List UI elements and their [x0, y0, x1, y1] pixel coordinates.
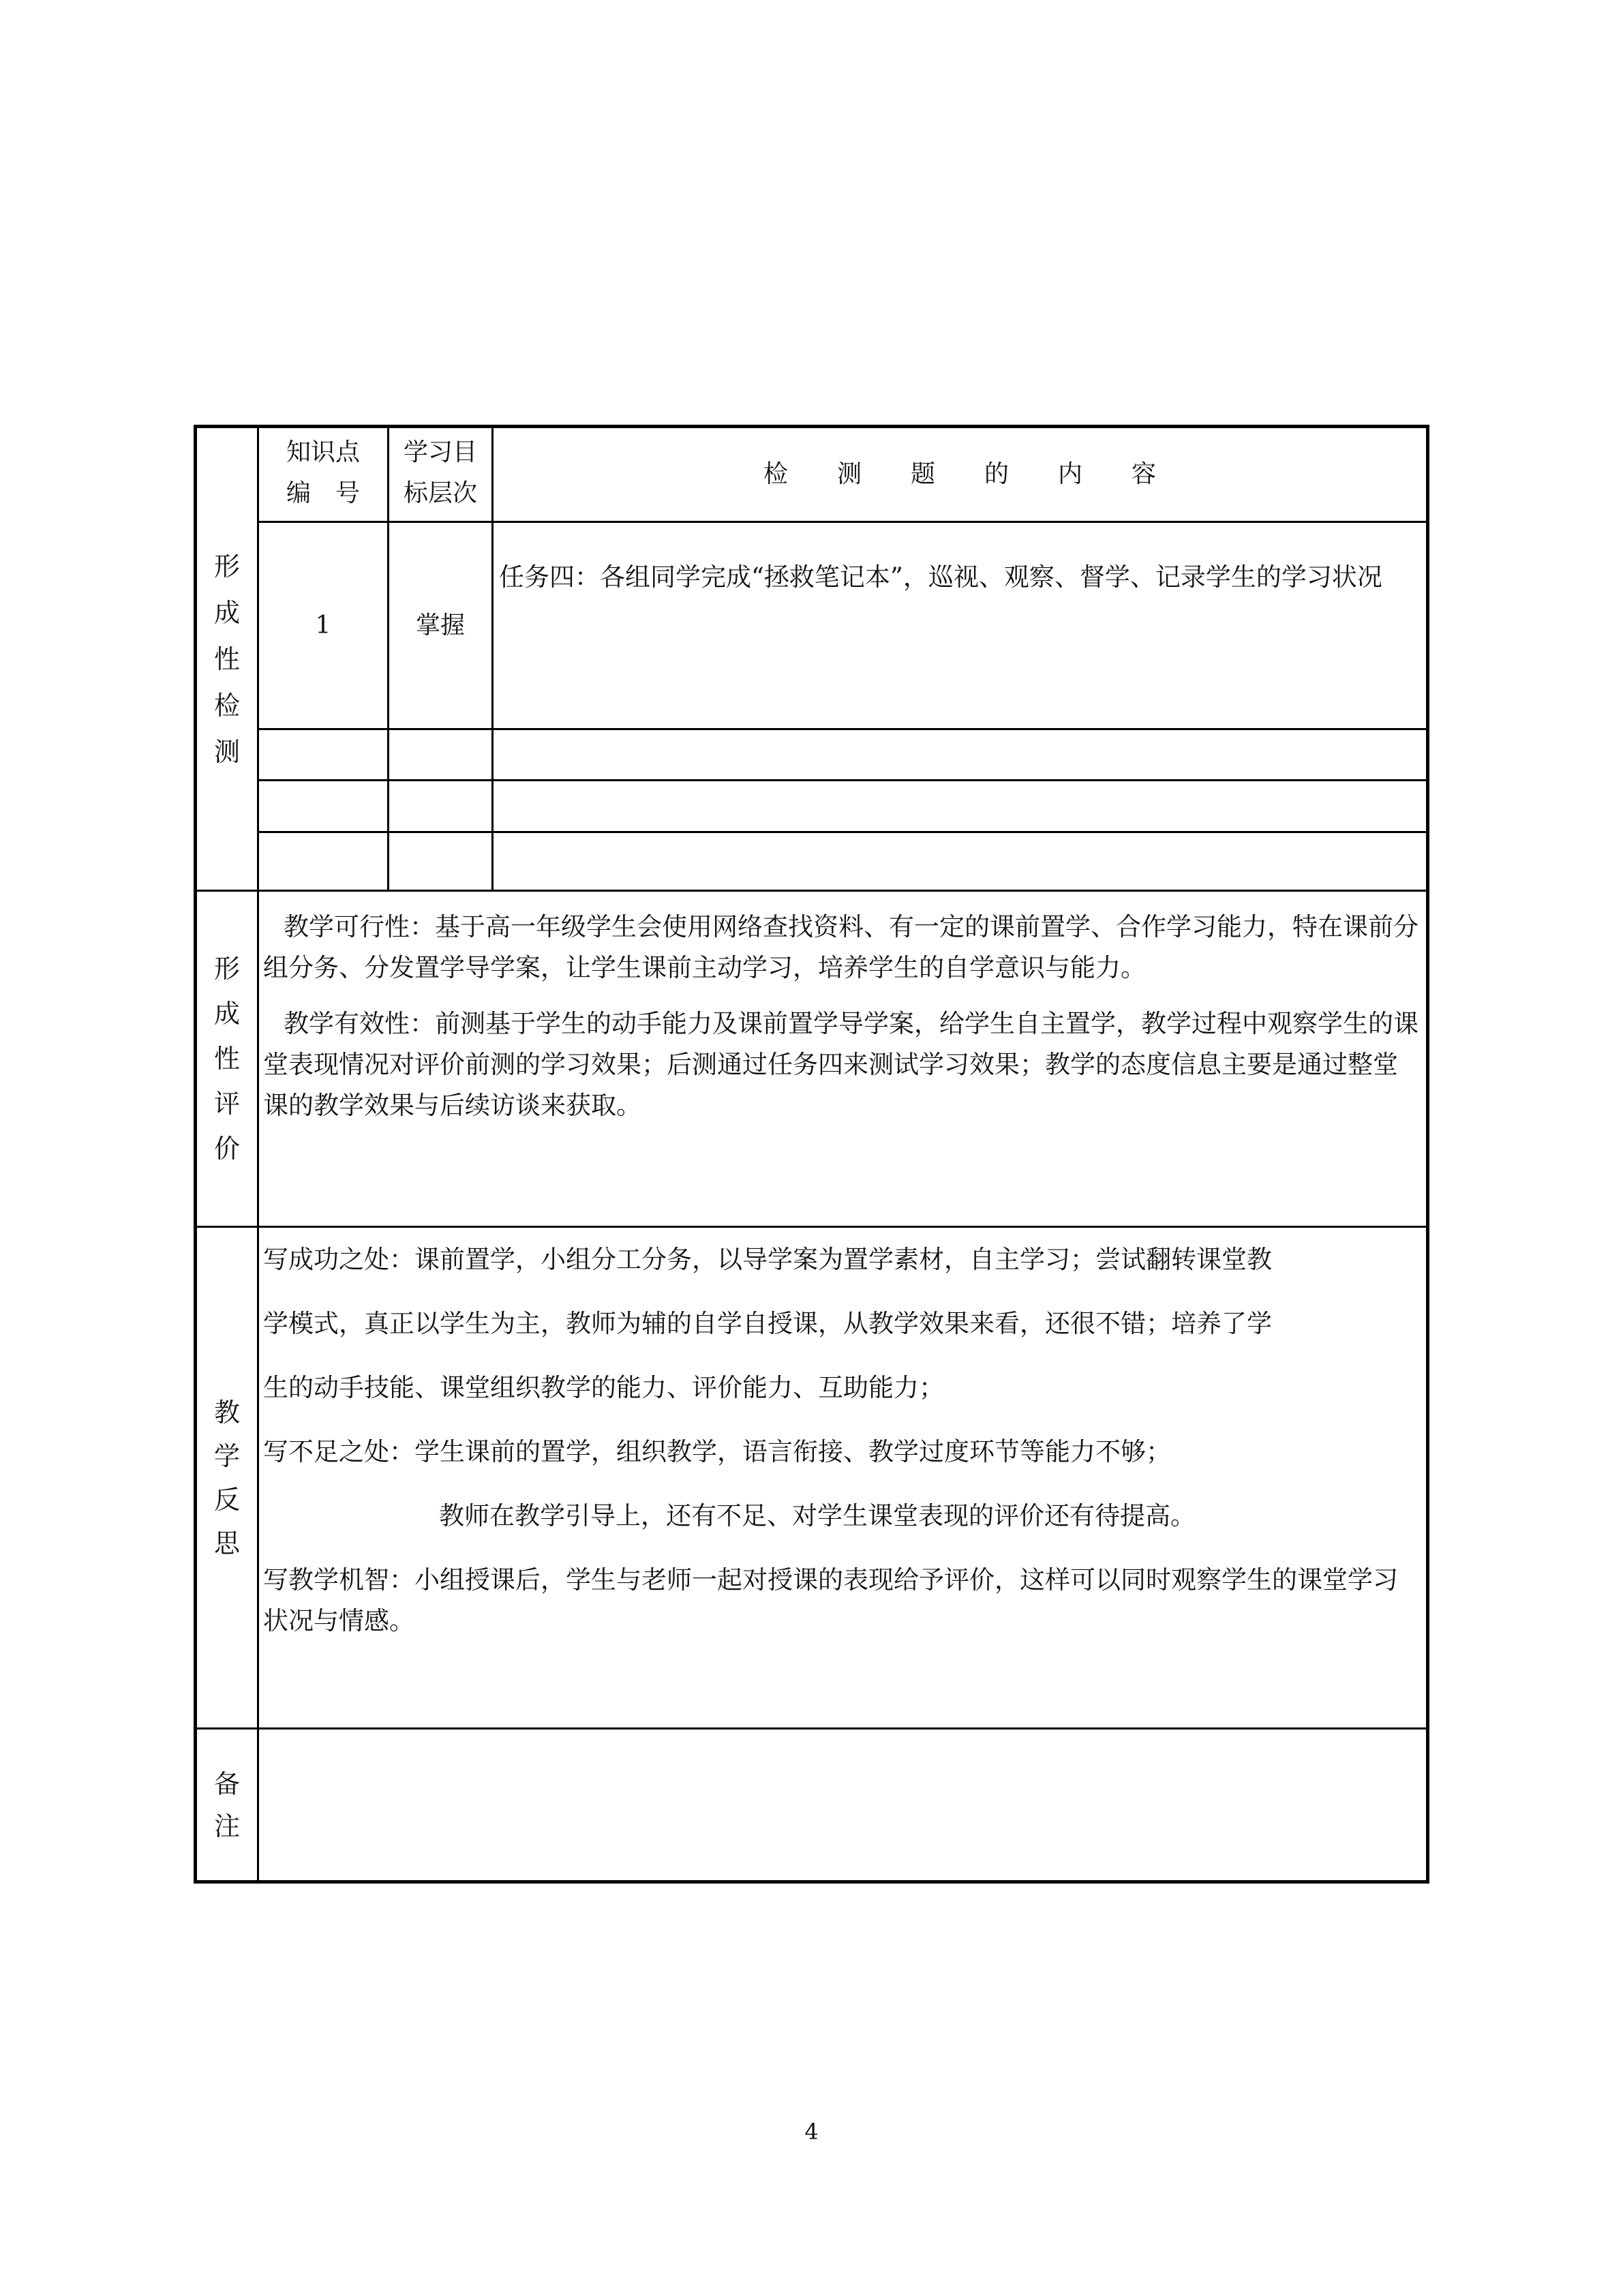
section-label-char: 形 [213, 551, 240, 581]
cell-value: 任务四：各组同学完成“拯救笔记本”，巡视、观察、督学、记录学生的学习状况 [499, 562, 1382, 592]
grid-line [257, 831, 1426, 833]
formative-evaluation-label [197, 892, 257, 1226]
cell-value: 1 [315, 611, 331, 639]
reflection-line: 写成功之处：课前置学，小组分工分务，以导学案为置学素材，自主学习；尝试翻转课堂教 [263, 1245, 1272, 1274]
grid-line [197, 1226, 1426, 1228]
section-label-char: 价 [213, 1134, 240, 1164]
lesson-plan-table [194, 425, 1429, 1884]
reflection-line: 写教学机智：小组授课后，学生与老师一起对授课的表现给予评价，这样可以同时观察学生的课堂学习状况与情感。 [263, 1565, 1398, 1635]
header-text: 标层次 [403, 479, 477, 507]
reflection-line: 生的动手技能、课堂组织教学的能力、评价能力、互助能力； [263, 1373, 944, 1402]
section-label-char: 形 [213, 954, 240, 984]
section-label-char: 成 [213, 597, 240, 628]
remarks-content [259, 1729, 1426, 1880]
reflection-line: 教师在教学引导上，还有不足、对学生课堂表现的评价还有待提高。 [439, 1501, 1196, 1530]
teaching-reflection-label [197, 1228, 257, 1727]
section-label-char: 注 [213, 1811, 240, 1841]
header-knowledge-point [259, 428, 387, 521]
row-level [389, 523, 491, 728]
grid-line [257, 779, 1426, 781]
remarks-label [197, 1729, 257, 1880]
formative-evaluation-content [259, 907, 1426, 1220]
header-objective-level [389, 428, 491, 521]
section-label-char: 反 [213, 1484, 240, 1515]
section-label-char: 思 [213, 1528, 240, 1558]
header-test-content [494, 428, 1426, 521]
cell-value: 掌握 [415, 611, 465, 639]
page-number: 4 [804, 2119, 819, 2145]
section-label-char: 成 [213, 999, 240, 1029]
reflection-line: 写不足之处：学生课前的置学，组织教学，语言衔接、教学过度环节等能力不够； [263, 1437, 1171, 1466]
evaluation-paragraph: 教学可行性：基于高一年级学生会使用网络查找资料、有一定的课前置学、合作学习能力，特在课前分组分务、分发置学导学案，让学生课前主动学习，培养学生的自学意识与能力。 [263, 912, 1419, 982]
reflection-line: 学模式，真正以学生为主，教师为辅的自学自授课，从教学效果来看，还很不错；培养了学 [263, 1309, 1272, 1338]
evaluation-paragraph: 教学有效性：前测基于学生的动手能力及课前置学导学案，给学生自主置学，教学过程中观察学生的课堂表现情况对评价前测的学习效果；后测通过任务四来测试学习效果；教学的态度信息主要是通过整堂课的教学效果与后续访谈来获取。 [263, 1009, 1419, 1120]
header-text: 检 测 题 的 内 容 [763, 460, 1156, 488]
header-text: 编 号 [286, 479, 360, 507]
header-text: 学习目 [403, 438, 477, 466]
section-label-char: 学 [213, 1440, 240, 1471]
grid-line [197, 890, 1426, 892]
section-label-char: 性 [213, 644, 240, 674]
section-label-char: 性 [213, 1044, 240, 1074]
header-text: 知识点 [286, 438, 360, 466]
formative-test-label [197, 428, 257, 890]
section-label-char: 检 [213, 690, 240, 721]
row-content [494, 558, 1426, 728]
row-number [259, 523, 387, 728]
section-label-char: 测 [213, 736, 240, 767]
grid-line [257, 728, 1426, 730]
teaching-reflection-content [259, 1239, 1426, 1727]
section-label-char: 教 [213, 1397, 240, 1428]
section-label-char: 评 [213, 1089, 240, 1119]
section-label-char: 备 [213, 1768, 240, 1799]
